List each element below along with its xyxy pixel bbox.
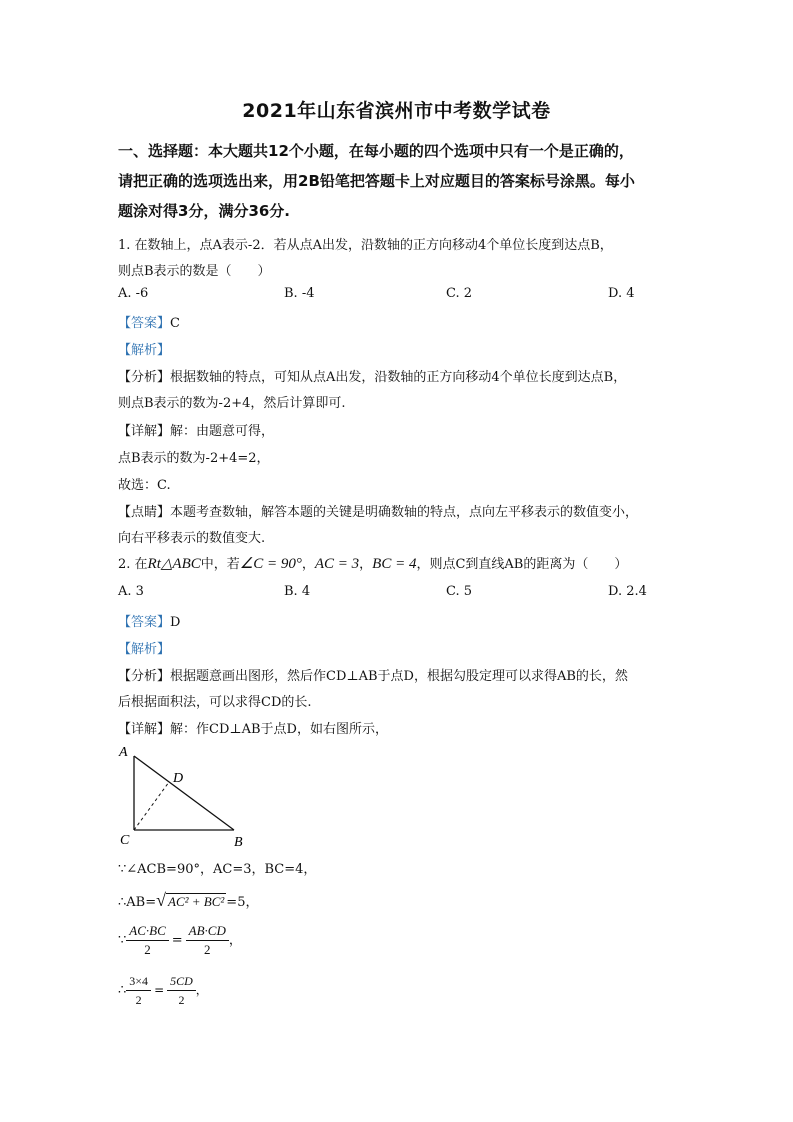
q2-answer-line	[118, 611, 180, 630]
q2-triangle-name: Rt△ABC	[147, 556, 201, 572]
triangle-figure	[112, 740, 252, 850]
side-ab	[134, 756, 234, 830]
q2-answer: D	[170, 615, 181, 630]
q2-option-b: B. 4	[284, 584, 311, 599]
q2-stem-prefix: 2. 在	[118, 557, 148, 572]
q1-answer-tag: 【答案】	[118, 316, 171, 331]
q2-analysis-label: 【解析】	[118, 642, 171, 657]
q1-fenxi-line-1	[118, 366, 626, 385]
section-heading-line-2: 请把正确的选项选出来，用2B铅笔把答题卡上对应题目的答案标号涂黑。每小	[118, 172, 635, 190]
q2-xiangjie-line	[118, 718, 388, 737]
q1-stem-line-2: 则点B表示的数是（ ）	[118, 264, 271, 279]
q2-bc-condition: BC = 4	[372, 556, 417, 572]
q1-fenxi-line-2: 则点B表示的数为-2+4，然后计算即可.	[118, 396, 346, 411]
q2-stem-line	[118, 553, 627, 573]
q2-comma: ，	[228, 933, 242, 948]
q2-area-equation-2	[118, 972, 208, 1009]
q2-xiangjie-text: 解：作CD⊥AB于点D，如右图所示，	[170, 722, 388, 737]
q2-answer-tag: 【答案】	[118, 615, 171, 630]
fraction-ac-bc	[126, 922, 168, 959]
q2-sqrt-content: AC² + BC²	[168, 894, 225, 909]
fraction-3x4-denominator: 2	[135, 993, 142, 1007]
fraction-3x4-numerator: 3×4	[126, 972, 151, 991]
q2-fenxi-text-1: 根据题意画出图形，然后作CD⊥AB于点D，根据勾股定理可以求得AB的长，然	[170, 669, 628, 684]
label-a: A	[119, 745, 128, 760]
equals-sign: =	[171, 933, 183, 948]
q1-step-1: 点B表示的数为-2+4=2，	[118, 451, 270, 466]
q2-ab-prefix: ∴AB=	[118, 895, 157, 910]
page-title: 2021年山东省滨州市中考数学试卷	[242, 100, 551, 122]
q2-analysis-tag	[118, 638, 170, 657]
label-b: B	[234, 835, 243, 850]
q2-ab-line	[118, 890, 258, 911]
q2-fenxi-line-2: 后根据面积法，可以求得CD的长.	[118, 695, 312, 710]
q1-analysis-tag	[118, 339, 170, 358]
fraction-ac-bc-numerator: AC·BC	[126, 922, 168, 941]
q2-because-line-1: ∵∠ACB=90°，AC=3，BC=4，	[118, 862, 317, 877]
q1-dianjing-line-1	[118, 501, 638, 520]
q2-stem-sep-2: ，	[359, 557, 373, 572]
fraction-3x4	[126, 972, 151, 1009]
altitude-cd	[134, 782, 169, 830]
q2-stem-sep-1: ，	[301, 557, 315, 572]
q2-area-equation-1	[118, 922, 242, 959]
q2-comma-2: ，	[195, 983, 208, 997]
q1-option-b: B. -4	[284, 286, 315, 301]
fraction-ab-cd-denominator: 2	[204, 942, 211, 957]
q2-angle-condition: ∠C = 90°	[239, 556, 302, 572]
label-d: D	[173, 771, 184, 786]
q1-dianjing-text-1: 本题考查数轴，解答本题的关键是明确数轴的特点，点向左平移表示的数值变小，	[170, 505, 639, 520]
section-heading-line-3: 题涂对得3分，满分36分.	[118, 202, 291, 220]
q1-fenxi-tag: 【分析】	[118, 370, 171, 385]
q2-ac-condition: AC = 3	[314, 556, 360, 572]
fraction-ac-bc-denominator: 2	[144, 942, 151, 957]
q2-option-c: C. 5	[446, 584, 473, 599]
q1-xiangjie-text: 解：由题意可得，	[170, 424, 275, 439]
q1-answer: C	[170, 316, 180, 331]
q2-fenxi-tag: 【分析】	[118, 669, 171, 684]
q1-dianjing-line-2: 向右平移表示的数值变大.	[118, 531, 266, 546]
q2-option-d: D. 2.4	[608, 584, 647, 599]
q2-xiangjie-tag: 【详解】	[118, 722, 171, 737]
q2-ab-suffix: =5，	[226, 895, 259, 910]
equals-sign-2: =	[154, 983, 165, 997]
q1-dianjing-tag: 【点睛】	[118, 505, 171, 520]
q1-analysis-label: 【解析】	[118, 343, 171, 358]
label-c: C	[120, 833, 130, 848]
section-heading-line-1: 一、选择题：本大题共12个小题，在每小题的四个选项中只有一个是正确的，	[118, 142, 634, 160]
fraction-5cd-numerator: 5CD	[167, 972, 196, 991]
q1-option-c: C. 2	[446, 286, 473, 301]
q1-answer-line	[118, 312, 180, 331]
q2-stem-mid: 中，若	[200, 557, 240, 572]
q1-option-a: A. -6	[118, 286, 149, 301]
fraction-5cd	[167, 972, 196, 1009]
q2-option-a: A. 3	[118, 584, 144, 599]
because-icon: ∵	[118, 933, 127, 948]
fraction-ab-cd-numerator: AB·CD	[186, 922, 229, 941]
q1-xiangjie-tag: 【详解】	[118, 424, 171, 439]
q1-step-2: 故选：C.	[118, 478, 171, 493]
q1-xiangjie-line	[118, 420, 274, 439]
therefore-icon: ∴	[118, 983, 127, 998]
q2-fenxi-line-1	[118, 665, 628, 684]
q1-fenxi-text-1: 根据数轴的特点，可知从点A出发，沿数轴的正方向移动4个单位长度到达点B，	[170, 370, 627, 385]
fraction-5cd-denominator: 2	[178, 993, 185, 1007]
fraction-ab-cd	[186, 922, 229, 959]
sqrt-sign-icon: √	[156, 890, 166, 910]
q1-option-d: D. 4	[608, 286, 635, 301]
q2-stem-suffix: ，则点C到直线AB的距离为（ ）	[416, 557, 628, 572]
q1-stem-line-1: 1. 在数轴上，点A表示-2．若从点A出发，沿数轴的正方向移动4个单位长度到达点B，	[118, 238, 613, 253]
